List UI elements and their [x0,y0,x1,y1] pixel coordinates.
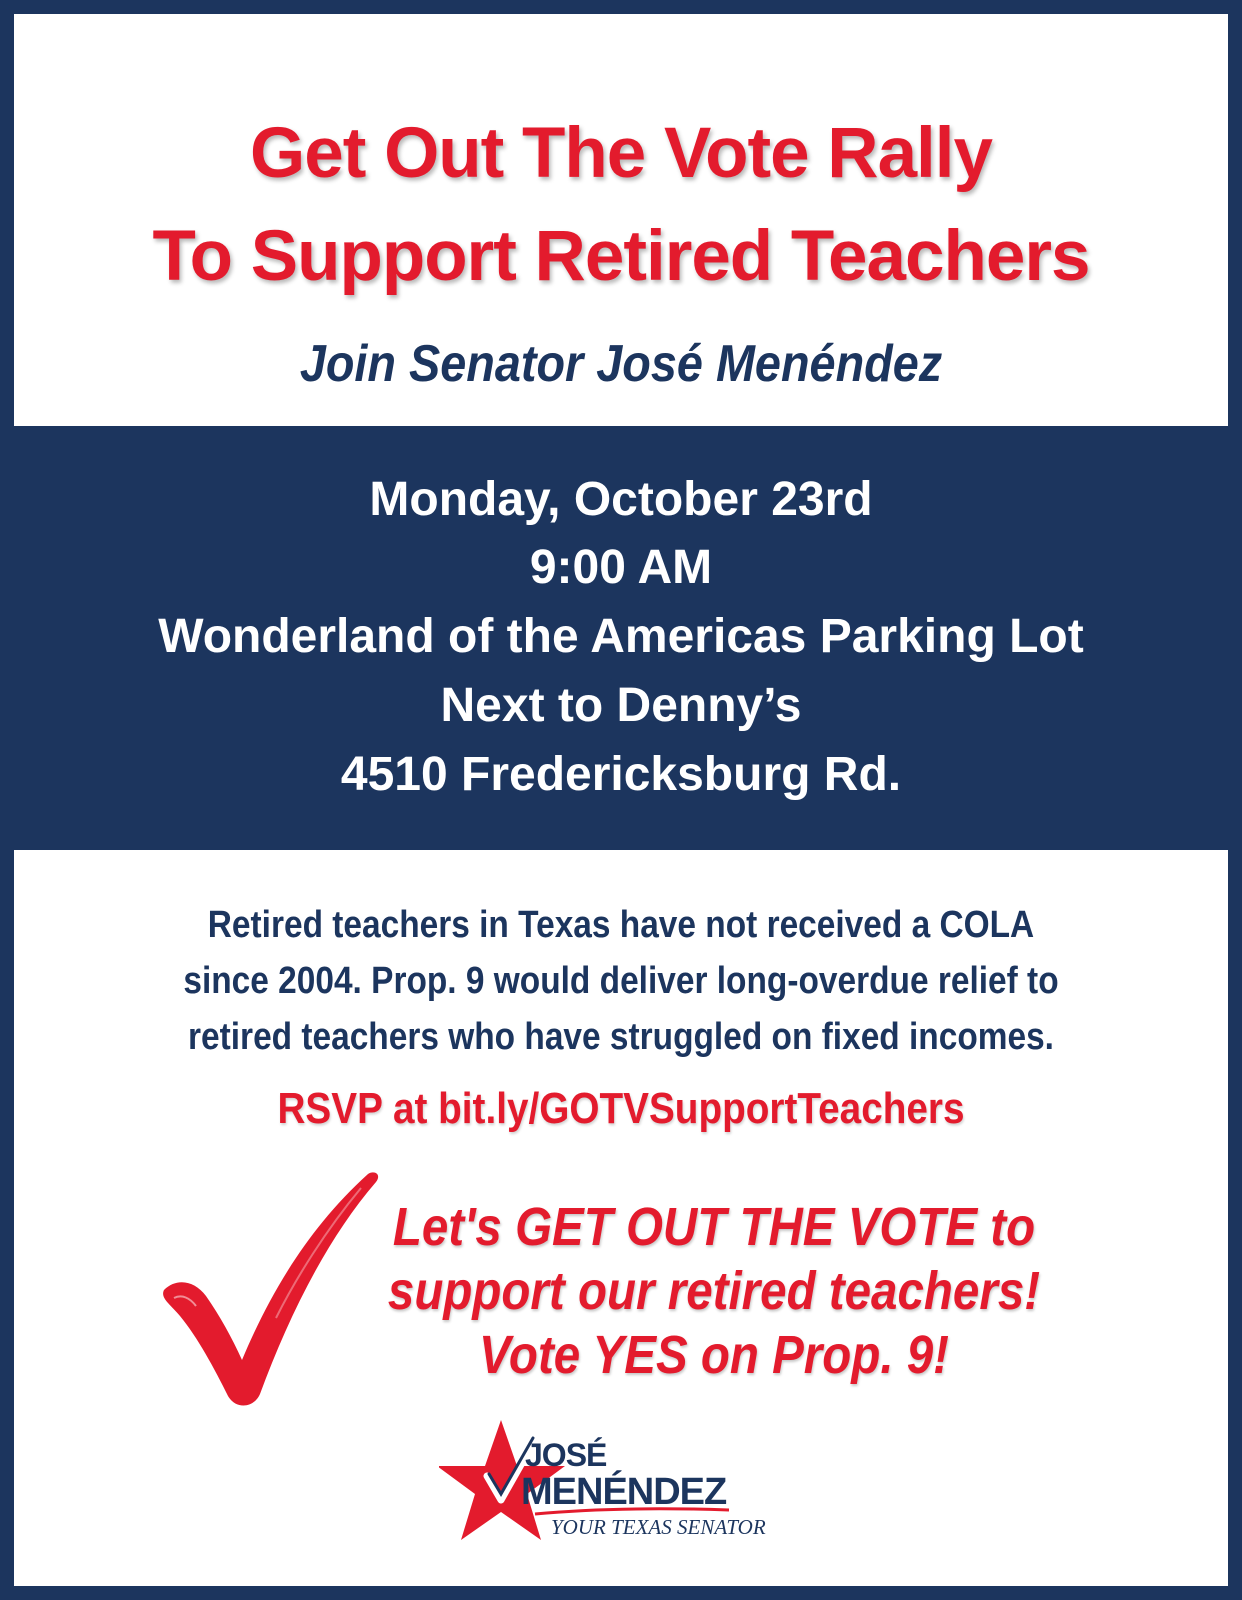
cta-line-3: Vote YES on Prop. 9! [478,1325,950,1385]
event-date: Monday, October 23rd [369,473,873,526]
event-time: 9:00 AM [529,541,713,594]
event-venue: Wonderland of the Americas Parking Lot [158,610,1084,663]
logo-last-name: MENÉNDEZ [521,1471,727,1513]
headline-line-1: Get Out The Vote Rally [249,114,992,193]
event-landmark: Next to Denny’s [440,679,802,732]
logo-tagline: YOUR TEXAS SENATOR [551,1515,766,1539]
event-details-band [0,426,1242,850]
header-panel [14,14,1228,426]
body-line-3: retired teachers who have struggled on fixed incomes. [188,1016,1054,1058]
info-panel [14,850,1228,1586]
body-line-2: since 2004. Prop. 9 would deliver long-overdue relief to [183,960,1059,1002]
campaign-logo [439,1418,819,1543]
headline-line-2: To Support Retired Teachers [152,217,1090,296]
logo-first-name: JOSÉ [525,1437,607,1473]
call-to-action [366,1195,1061,1387]
subtitle: Join Senator José Menéndez [299,335,943,393]
body-line-1: Retired teachers in Texas have not received a COLA [207,904,1035,946]
checkmark-icon [156,1168,386,1408]
body-paragraph [87,897,1155,1065]
rsvp-link[interactable]: RSVP at bit.ly/GOTVSupportTeachers [277,1084,965,1133]
cta-line-2: support our retired teachers! [387,1261,1041,1321]
cta-line-1: Let's GET OUT THE VOTE to [392,1197,1036,1257]
event-address: 4510 Fredericksburg Rd. [340,748,902,801]
